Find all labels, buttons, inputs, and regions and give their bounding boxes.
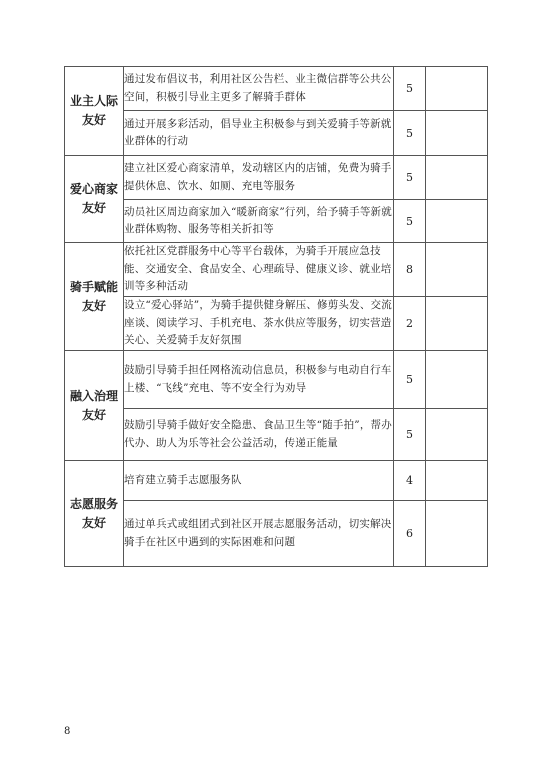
item-score: 4 <box>394 461 426 501</box>
table-row <box>65 200 488 243</box>
item-score: 5 <box>394 200 426 243</box>
category-cell: 爱心商家 友好 <box>65 156 124 243</box>
table-row <box>65 409 488 461</box>
item-score: 5 <box>394 351 426 409</box>
table-row <box>65 156 488 200</box>
blank-cell <box>426 461 488 501</box>
item-description: 通过开展多彩活动，倡导业主积极参与到关爱骑手等新就业群体的行动 <box>124 111 394 156</box>
blank-cell <box>426 156 488 200</box>
table-row <box>65 351 488 409</box>
blank-cell <box>426 297 488 351</box>
item-description: 依托社区党群服务中心等平台载体，为骑手开展应急技能、交通安全、食品安全、心理疏导、健康义诊、就业培训等多种活动 <box>124 243 394 297</box>
blank-cell <box>426 409 488 461</box>
blank-cell <box>426 243 488 297</box>
table-row <box>65 67 488 111</box>
item-description: 鼓励引导骑手担任网格流动信息员，积极参与电动自行车上楼、“飞线”充电、等不安全行为劝导 <box>124 351 394 409</box>
item-score: 6 <box>394 501 426 567</box>
blank-cell <box>426 111 488 156</box>
item-score: 8 <box>394 243 426 297</box>
item-score: 5 <box>394 111 426 156</box>
item-score: 2 <box>394 297 426 351</box>
evaluation-table <box>64 66 488 567</box>
item-description: 鼓励引导骑手做好安全隐患、食品卫生等“随手拍”，帮办代办、助人为乐等社会公益活动，传递正能量 <box>124 409 394 461</box>
category-cell: 志愿服务 友好 <box>65 461 124 567</box>
category-cell: 骑手赋能 友好 <box>65 243 124 351</box>
table-row <box>65 297 488 351</box>
item-description: 动员社区周边商家加入“暖新商家”行列，给予骑手等新就业群体购物、服务等相关折扣等 <box>124 200 394 243</box>
item-description: 通过单兵式或组团式到社区开展志愿服务活动，切实解决骑手在社区中遇到的实际困难和问题 <box>124 501 394 567</box>
table-row <box>65 111 488 156</box>
blank-cell <box>426 351 488 409</box>
item-description: 培育建立骑手志愿服务队 <box>124 461 394 501</box>
blank-cell <box>426 67 488 111</box>
table-row <box>65 461 488 501</box>
table-row <box>65 243 488 297</box>
page-number: 8 <box>64 726 71 737</box>
item-description: 通过发布倡议书，利用社区公告栏、业主微信群等公共公空间，积极引导业主更多了解骑手群体 <box>124 67 394 111</box>
blank-cell <box>426 501 488 567</box>
item-score: 5 <box>394 67 426 111</box>
item-description: 设立“爱心驿站”，为骑手提供健身解压、修剪头发、交流座谈、阅读学习、手机充电、茶水供应等服务，切实营造关心、关爱骑手友好氛围 <box>124 297 394 351</box>
item-description: 建立社区爱心商家清单，发动辖区内的店铺，免费为骑手提供休息、饮水、如厕、充电等服务 <box>124 156 394 200</box>
item-score: 5 <box>394 409 426 461</box>
category-cell: 业主人际 友好 <box>65 67 124 156</box>
blank-cell <box>426 200 488 243</box>
table-row <box>65 501 488 567</box>
category-cell: 融入治理 友好 <box>65 351 124 461</box>
item-score: 5 <box>394 156 426 200</box>
